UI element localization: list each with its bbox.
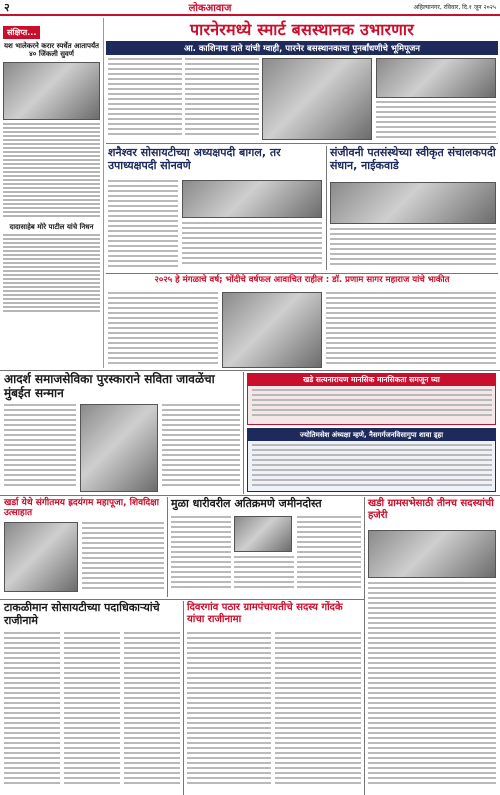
lead-photo-1 [262,58,372,140]
story11-body-col-1 [4,632,60,792]
story9-body-col-2 [234,556,294,596]
page-header [0,0,500,16]
story7-headline: ज्योतिमसेश अंध्यक्षा म्हणे, नैसगर्गजनविसागुपा शावा ड्हा [248,429,495,441]
divider [0,495,500,496]
briefs-section-label: संक्षिप्त... [3,26,40,39]
story3-headline: संजीवनी पतसंस्थेच्या स्वीकृत संचालकपदी संधान, नाईकवाडे [330,146,496,172]
lead-body-col-3 [376,101,496,141]
lead-body-col-2 [185,58,259,140]
story10-body [368,582,496,792]
story4-photo [222,292,322,368]
story7-body [252,444,492,490]
lead-body-col-1 [108,58,182,140]
story2-photo [182,180,322,218]
story12-headline: दिवरगांव पठार ग्रामपंचायतीचे सदस्य गोंदके यांचा राजीनामा [187,602,343,625]
brief-photo-1 [3,62,100,120]
divider [0,599,364,600]
brief-title-1: यश भालेकरने करार स्पर्धेत आतापर्यंत ४० जिंकली सुवर्ण [3,41,100,59]
story9-body-col-1 [171,516,231,596]
divider [364,497,365,795]
story8-body [82,522,164,594]
story9-headline: मुळा धारीवरील अतिक्रमणे जमीनदोस्त [171,497,322,510]
story2-body-col-2 [182,222,322,270]
story5-body-col-1 [4,404,76,492]
lead-photo-2 [376,58,496,98]
divider [0,370,500,371]
story2-headline: शनैश्वर सोसायटीच्या अध्यक्षपदी बागल, तर उपाध्यक्षपदी सोनवणे [108,146,281,172]
story10-photo [368,530,496,578]
divider [106,273,498,274]
story3-body [330,228,496,272]
brief-body-2 [3,234,100,312]
story8-headline: खर्डा येथे संगीतमय ह्रदयंगम महापूजा, शिवदिक्षा उत्साहात [4,498,159,519]
story9-body-col-3 [297,516,361,596]
story5-body-col-2 [162,404,240,492]
story6-body [252,389,492,423]
story8-photo [4,522,78,592]
story4-body-col-1 [108,292,218,368]
story5-photo [80,404,158,492]
dateline: अहिल्यानगर, रविवार, दि.१ जून २०२५ [413,4,496,11]
story9-photo [234,516,292,552]
briefs-column [0,18,104,368]
story10-headline: खडी ग्रामसभेसाठी तीनच सदस्यांची हजेरी [368,498,494,521]
brief-title-2: दादासाहेब मोरे पाटील यांचे निधन [9,221,94,231]
story4-headline: २०२५ हे मंगळाचे वर्ष; भोंदीचे वर्षफल आवाचित राहील : डॉ. प्रणाम सागर महाराज यांचे भाकीत [154,275,450,285]
divider [106,143,498,144]
masthead: लोकआवाज [188,3,232,14]
story12-body-col-1 [187,632,271,792]
story3-photo [330,182,496,224]
lead-subhead: आ. काशिनाथ दाते यांची ग्वाही, पारनेर बसस्थानकाचा पुनर्बांधणीचे भूमिपूजन [106,41,498,55]
divider [243,372,244,494]
story2-body-col-1 [108,180,178,270]
story11-body-col-2 [64,632,120,792]
story11-headline: टाकळीमान सोसायटीच्या पदाधिकाऱ्यांचे राजीनामे [4,601,160,627]
story12-body-col-2 [275,632,361,792]
divider [326,146,327,270]
story4-body-col-2 [326,292,496,368]
divider [167,497,168,597]
story11-body-col-3 [124,632,180,792]
divider [183,601,184,795]
story5-headline: आदर्श समाजसेविका पुरस्काराने सविता जावळेंचा मुंबईत सन्मान [4,372,215,400]
lead-headline: पारनेरमध्ये स्मार्ट बसस्थानक उभारणार [190,20,414,39]
brief-body-1 [3,123,100,217]
story6-headline: खडे सत्यनारायण मानसिक मानसिकता समजून घ्या [248,374,495,386]
page-number: २ [4,0,10,14]
